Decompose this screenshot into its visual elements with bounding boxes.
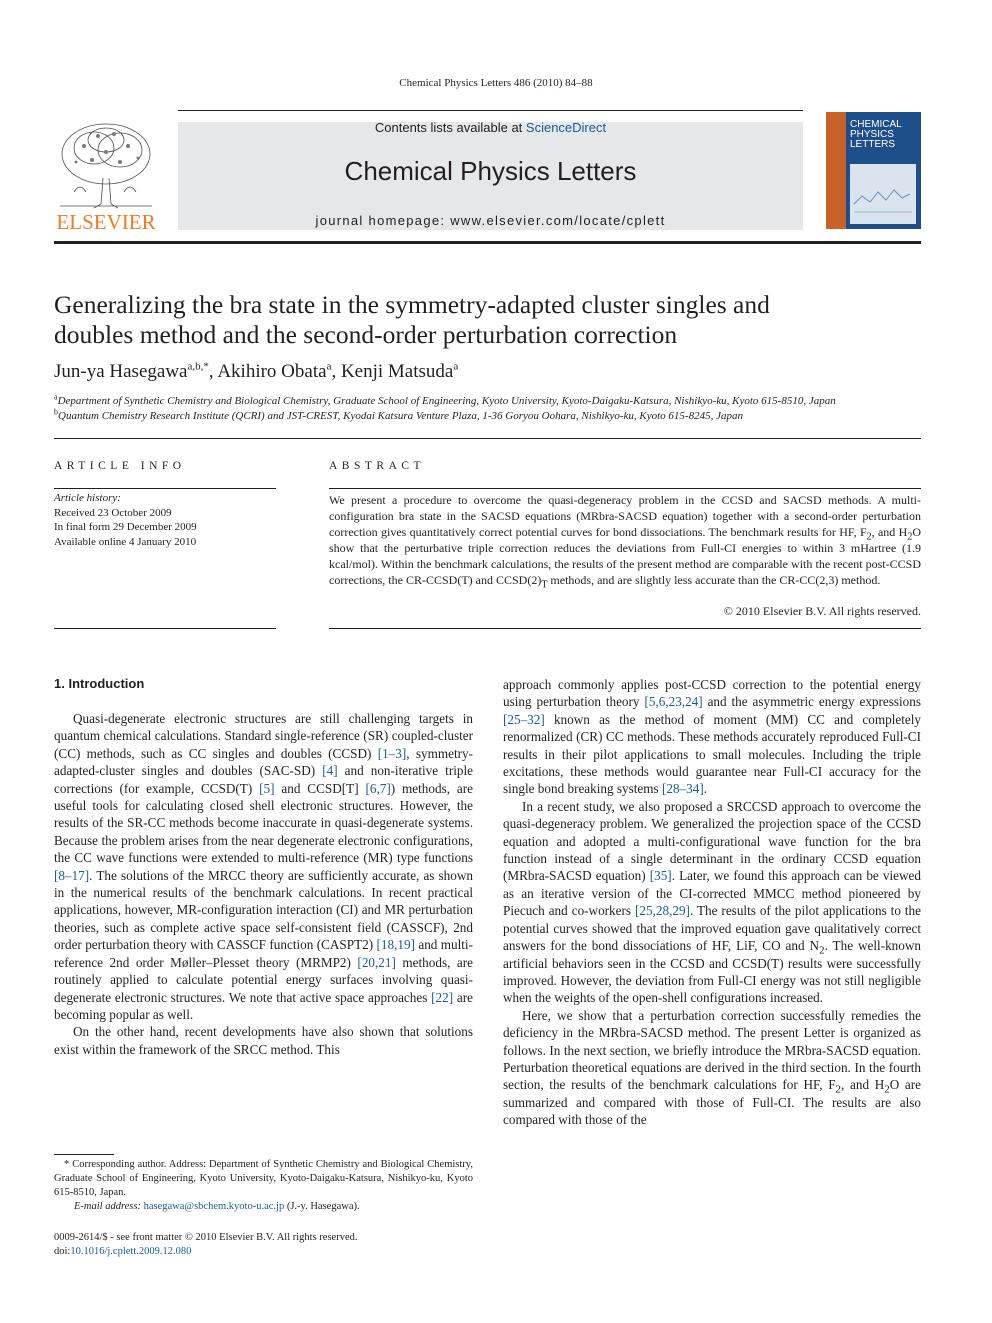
abstract-part: O show that the perturbative triple correction reduces the deviations from Full-CI energies to within 3 mHartree (1.9 kcal/mol). Within the benchmark calculations, the results of the present method are comparable with the recent post-CCSD corrections, the CR-CCSD(T) and CCSD(2) [329, 525, 921, 587]
text-run: ) methods, are useful tools for calculating closed shell electronic structures. However, the results of the SR-CC methods become inaccurate in quasi-degenerate systems. Because the problem arises from the near degenerate electronic configurations, the CC wave functions were extended to multi-reference (MR) type functions [54, 780, 473, 866]
cover-title-line: PHYSICS [850, 129, 894, 140]
abstract-part: methods, and are slightly less accurate than the CR-CC(2,3) method. [547, 573, 881, 587]
front-matter [54, 1231, 357, 1259]
author-name: Jun-ya Hasegawa [54, 361, 188, 382]
citation-link[interactable]: [28–34] [661, 781, 704, 797]
citation-link[interactable]: [35] [649, 868, 672, 884]
text-run: . [703, 781, 708, 797]
text-run: . Later, we found this approach can be viewed as an iterative version of the CI-corrected MMCC method pioneered by Piecuch and co-workers [503, 868, 921, 919]
article-info-heading: ARTICLE INFO [54, 460, 186, 472]
citation-link[interactable]: [1–3] [377, 745, 407, 761]
corresponding-author: * Corresponding author. Address: Department of Synthetic Chemistry and Biological Chemistry, Graduate School of Engineering, Kyoto University, Kyoto-Daigaku-Katsura, Nishikyo-ku, Kyoto 615-8510, Japan. [54, 1159, 473, 1198]
intro-paragraph [503, 798, 921, 1007]
history-final-form: In final form 29 December 2009 [54, 521, 197, 534]
intro-paragraph [503, 1007, 921, 1129]
cover-figure [850, 164, 916, 224]
affiliation-mark: a [54, 392, 58, 402]
subscript: 2 [907, 531, 913, 543]
text-run: are becoming popular as well. [54, 989, 473, 1022]
citation-link[interactable]: [22] [431, 989, 454, 1005]
abstract-part: We present a procedure to overcome the quasi-degeneracy problem in the CCSD and SACSD methods. A multi-configuration bra state in the SACSD equations (MRbra-SACSD equation) together with a second-order perturbation correction gives quantitatively correct potential curves for bond dissociations. The benchmark results for HF, F [329, 493, 921, 539]
author-affil-mark[interactable]: a [453, 360, 459, 373]
affiliation-rule [54, 438, 921, 439]
author-list: Jun-ya Hasegawa$^{a,b,*}$, Akihiro Obata$^a$, Kenji Matsuda$^a$ [54, 360, 459, 382]
abstract-text [329, 492, 921, 591]
footnote-rule [54, 1154, 114, 1155]
journal-homepage[interactable]: journal homepage: www.elsevier.com/locate/cplett [315, 213, 666, 228]
citation-link[interactable]: [20,21] [357, 954, 396, 970]
abstract-copyright: © 2010 Elsevier B.V. All rights reserved. [723, 604, 921, 618]
subscript: 2 [819, 944, 825, 957]
section-heading-introduction: 1. Introduction [54, 676, 145, 691]
text-run: Quasi-degenerate electronic structures are still challenging targets in quantum chemical calculations. Standard single-reference (SR) coupled-cluster (CC) methods, such as CC singles and doubles (CCSD) [54, 711, 473, 761]
text-run: and multi-reference 2nd order Møller–Plesset theory (MRMP2) [54, 937, 473, 970]
citation-link[interactable]: [25–32] [503, 711, 545, 727]
paper-title-line-2: doubles method and the second-order perturbation correction [54, 320, 678, 349]
intro-paragraph [503, 676, 921, 798]
text-run: methods, are routinely applied to calculate potential energy surfaces involving quasi-degenerate electronic structures. We note that active space approaches [54, 954, 473, 1005]
contents-line [178, 120, 803, 135]
text-run: Here, we show that a perturbation correction successfully remedies the deficiency in the MRbra-SACSD method. The present Letter is organized as follows. In the next section, we briefly introduce the MRbra-SACSD equation. Perturbation theoretical equations are derived in the third section. In the fourth section, the results of the benchmark calculations for HF, F [503, 1007, 921, 1093]
affiliation-text: Department of Synthetic Chemistry and Biological Chemistry, Graduate School of Engineering, Kyoto University, Kyoto-Daigaku-Katsura, Nishikyo-ku, Kyoto 615-8510, Japan [57, 395, 836, 407]
header-top-rule [178, 110, 803, 111]
cover-title-line: LETTERS [850, 139, 896, 150]
text-run: and non-iterative triple corrections (for example, CCSD(T) [54, 763, 473, 796]
author-affil-mark[interactable]: a,b,* [187, 360, 209, 373]
text-run: In a recent study, we also proposed a SRCCSD approach to overcome the quasi-degeneracy problem. We generalized the projection space of the CCSD equation and adopted a multi-configurational wave function for the bra function instead of a single determinant in the ordinary CCSD equation (MRbra-SACSD equation) [503, 798, 921, 884]
email-owner: (J.-y. Hasegawa). [286, 1201, 360, 1212]
affiliation-text: Quantum Chemistry Research Institute (QCRI) and JST-CREST, Kyodai Katsura Venture Plaza, 1-36 Goryou Oohara, Nishikyo-ku, Kyoto 615-8245, Japan [58, 410, 743, 422]
text-run: , and H [841, 1077, 885, 1093]
doi-prefix: doi: [54, 1246, 71, 1257]
affiliation-mark: b [54, 407, 58, 417]
author-name: Kenji Matsuda [340, 361, 454, 382]
citation-link[interactable]: [5,6,23,24] [644, 694, 703, 710]
citation-link[interactable]: [4] [322, 763, 338, 779]
sciencedirect-link[interactable]: ScienceDirect [525, 120, 607, 135]
author-name: Akihiro Obata [217, 361, 327, 382]
right-column [503, 676, 921, 1129]
intro-paragraph: On the other hand, recent developments have also shown that solutions exist within the framework of the SRCC method. This [54, 1024, 473, 1057]
history-received: Received 23 October 2009 [54, 506, 172, 519]
header-bottom-rule [54, 241, 921, 244]
author-affil-mark[interactable]: a [326, 360, 332, 373]
text-run: and CCSD[T] [274, 780, 366, 796]
affiliation-a [54, 392, 836, 407]
cover-title-line: CHEMICAL [850, 119, 902, 130]
abstract-rule [329, 488, 921, 489]
subscript: T [541, 579, 548, 591]
abstract-heading: ABSTRACT [329, 460, 426, 472]
doi-link[interactable]: 10.1016/j.cplett.2009.12.080 [70, 1246, 192, 1257]
subscript: 2 [866, 531, 872, 543]
history-label: Article history: [54, 492, 121, 504]
article-info-bottom-rule [54, 628, 276, 629]
journal-cover-image [826, 112, 921, 229]
citation-link[interactable]: [6,7] [365, 780, 391, 796]
paper-title [54, 290, 934, 350]
citation-link[interactable]: [25,28,29] [635, 903, 690, 919]
email-label: E-mail address: [74, 1201, 141, 1212]
article-history [54, 491, 197, 549]
text-run: , symmetry-adapted-cluster singles and doubles (SAC-SD) [54, 745, 473, 779]
journal-title: Chemical Physics Letters [344, 156, 637, 186]
history-online: Available online 4 January 2010 [54, 535, 197, 548]
email-line [54, 1200, 473, 1214]
citation-link[interactable]: [8–17] [54, 867, 90, 883]
abstract-bottom-rule [329, 628, 921, 629]
citation-link[interactable]: [5] [259, 780, 275, 796]
cover-title [850, 120, 902, 150]
text-run: . The results of the pilot applications to the potential curves showed that the improved equation gave qualitatively correct answers for the bond dissociations of HF, LiF, CO and N [503, 903, 922, 954]
footnote-corresponding [54, 1158, 473, 1214]
contents-prefix: Contents lists available at [374, 120, 526, 135]
intro-paragraph [54, 710, 473, 1023]
email-link[interactable]: hasegawa@sbchem.kyoto-u.ac.jp [143, 1201, 285, 1212]
paper-title-line-1: Generalizing the bra state in the symmetry-adapted cluster singles and [54, 290, 770, 319]
subscript: 2 [884, 1083, 890, 1096]
doi-line [54, 1245, 357, 1259]
issn-line: 0009-2614/$ - see front matter © 2010 Elsevier B.V. All rights reserved. [54, 1232, 358, 1243]
article-info-rule [54, 488, 276, 489]
text-run: . The solutions of the MRCC theory are sufficiently accurate, as shown in the numerical results of the benchmark calculations. In recent practical applications, however, MR-configuration interaction (CI) and MR perturbation theories, such as complete active space self-consistent field (CASSCF), 2nd order perturbation theory with CASSCF function (CASPT2) [54, 867, 473, 953]
text-run: known as the method of moment (MM) CC and completely renormalized (CR) CC methods. These methods accurately reproduced Full-CI results in their pilot applications to small molecules. Including the triple excitations, these methods would guarantee near Full-CI accuracy for the single bond breaking systems [503, 711, 921, 797]
text-run: approach commonly applies post-CCSD correction to the potential energy using perturbation theory [503, 677, 921, 710]
text-run: . The well-known artificial behaviors seen in the CCSD and CCSD(T) results were successfully improved. However, the deviation from Full-CI energy was not still negligible when the weights of the open-shell configurations increased. [503, 938, 921, 1006]
text-run: and the asymmetric energy expressions [702, 694, 922, 710]
affiliation-b [54, 407, 743, 422]
text-run: O are summarized and compared with those of Full-CI. The results are also compared with those of the [503, 1077, 921, 1128]
citation-link[interactable]: [18,19] [376, 937, 415, 953]
running-head: Chemical Physics Letters 486 (2010) 84–88 [399, 77, 593, 89]
abstract-part: , and H [871, 525, 908, 539]
publisher-wordmark: ELSEVIER [56, 210, 156, 234]
left-column [54, 710, 473, 1058]
cover-stripe [826, 112, 846, 229]
subscript: 2 [835, 1083, 842, 1096]
